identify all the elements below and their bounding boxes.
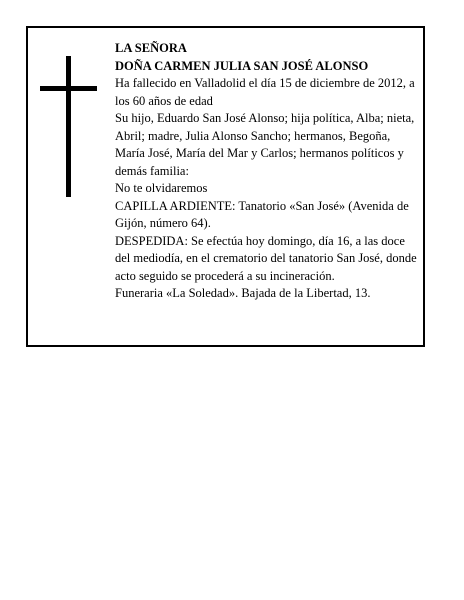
cross-vertical-bar: [66, 56, 71, 197]
obituary-notice: [26, 26, 425, 347]
cross-icon: [40, 56, 97, 197]
deceased-name: DOÑA CARMEN JULIA SAN JOSÉ ALONSO: [115, 58, 369, 73]
service-info: DESPEDIDA: Se efectúa hoy domingo, día 16, a las doce del mediodía, en el crematorio del tanatorio San José, donde acto seguido se procederá a su incineración.: [115, 233, 417, 283]
funeral-home-info: Funeraria «La Soledad». Bajada de la Libertad, 13.: [115, 286, 371, 300]
farewell-line: No te olvidaremos: [115, 181, 208, 195]
death-announcement: Ha fallecido en Valladolid el día 15 de diciembre de 2012, a los 60 años de edad: [115, 76, 415, 108]
family-list: Su hijo, Eduardo San José Alonso; hija política, Alba; nieta, Abril; madre, Julia Alonso Sancho; hermanos, Begoña, María José, María del Mar y Carlos; hermanos políticos y demás familia:: [115, 111, 415, 178]
notice-heading: LA SEÑORA: [115, 41, 187, 55]
cross-horizontal-bar: [40, 86, 97, 91]
notice-text-block: [115, 40, 421, 303]
chapel-info: CAPILLA ARDIENTE: Tanatorio «San José» (Avenida de Gijón, número 64).: [115, 198, 409, 230]
